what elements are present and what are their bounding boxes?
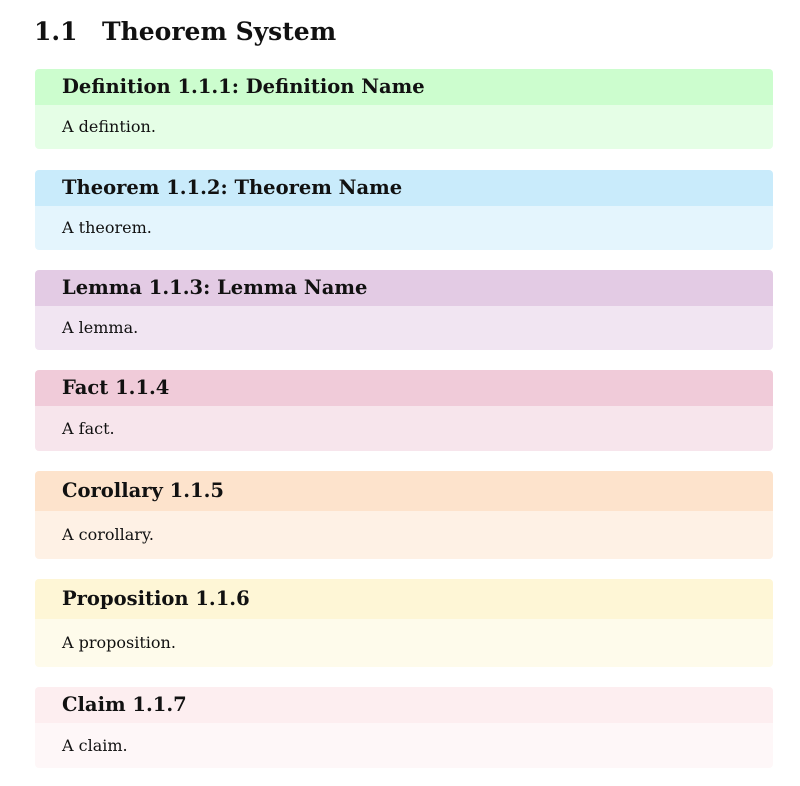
corollary-box (35, 471, 773, 559)
theorem-box (35, 170, 773, 250)
box-title: Corollary 1.1.5 (35, 471, 773, 511)
box-title: Definition 1.1.1: Definition Name (35, 69, 773, 105)
box-title: Proposition 1.1.6 (35, 579, 773, 619)
box-body: A lemma. (35, 306, 773, 350)
fact-box (35, 370, 773, 451)
box-body: A theorem. (35, 206, 773, 250)
box-body: A fact. (35, 406, 773, 451)
box-body: A proposition. (35, 619, 773, 667)
box-body: A defintion. (35, 105, 773, 149)
box-body: A claim. (35, 723, 773, 768)
box-title: Claim 1.1.7 (35, 687, 773, 723)
proposition-box (35, 579, 773, 667)
box-title: Lemma 1.1.3: Lemma Name (35, 270, 773, 306)
box-body: A corollary. (35, 511, 773, 559)
lemma-box (35, 270, 773, 350)
box-title: Fact 1.1.4 (35, 370, 773, 406)
section-heading (34, 14, 336, 50)
section-title: Theorem System (102, 17, 337, 46)
definition-box (35, 69, 773, 149)
claim-box (35, 687, 773, 768)
section-number: 1.1 (34, 17, 78, 46)
box-title: Theorem 1.1.2: Theorem Name (35, 170, 773, 206)
